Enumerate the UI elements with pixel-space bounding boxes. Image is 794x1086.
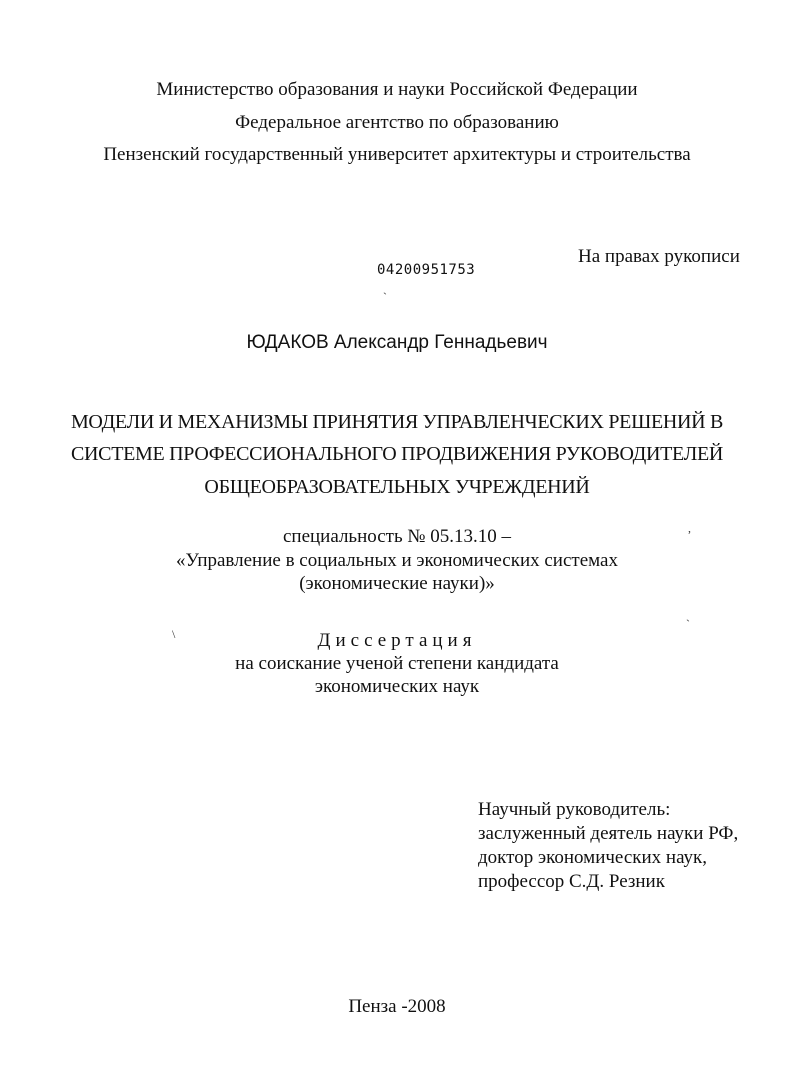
city-year: Пенза -2008 [348,996,446,1017]
agency-line: Федеральное агентство по образованию [235,112,559,133]
supervisor-honor: заслуженный деятель науки РФ, [478,823,739,844]
field-line: экономических наук [314,676,480,697]
dissertation-label: Диссертация [317,630,477,651]
supervisor-label: Научный руководитель: [478,799,671,820]
supervisor-name: профессор С.Д. Резник [478,871,665,892]
scan-speck: ` [383,290,387,304]
ministry-line: Министерство образования и науки Российской Федерации [156,79,638,100]
author-name: ЮДАКОВ Александр Геннадьевич [246,332,548,353]
specialty-line-1: специальность № 05.13.10 – [282,526,512,547]
specialty-line-2: «Управление в социальных и экономических системах [176,550,618,571]
supervisor-degree: доктор экономических наук, [478,847,708,868]
registration-number: 04200951753 [377,262,476,278]
scan-speck: , [688,521,691,535]
title-line-3: ОБЩЕОБРАЗОВАТЕЛЬНЫХ УЧРЕЖДЕНИЙ [204,476,590,498]
specialty-line-3: (экономические науки)» [299,573,495,594]
title-line-1: МОДЕЛИ И МЕХАНИЗМЫ ПРИНЯТИЯ УПРАВЛЕНЧЕСКИХ РЕШЕНИЙ В [70,411,724,433]
university-line: Пензенский государственный университет архитектуры и строительства [103,144,691,165]
title-line-2: СИСТЕМЕ ПРОФЕССИОНАЛЬНОГО ПРОДВИЖЕНИЯ РУКОВОДИТЕЛЕЙ [70,443,724,465]
scan-speck: \ [172,627,176,641]
supervisor-block [478,798,738,894]
scan-speck: ` [686,617,690,631]
manuscript-note: На правах рукописи [578,246,740,267]
degree-line: на соискание ученой степени кандидата [235,653,559,674]
